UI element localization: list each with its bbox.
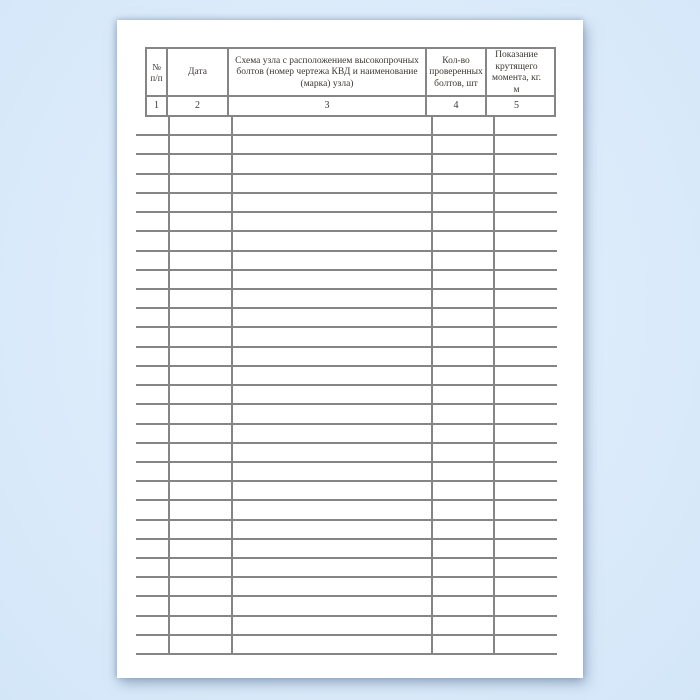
- column-divider: [431, 117, 433, 655]
- header-cell-torque: Показание крутящего момента, кг. м: [492, 50, 541, 95]
- column-divider: [231, 117, 233, 655]
- table-header-row: [145, 47, 556, 97]
- column-number-cell: 2: [168, 97, 229, 115]
- column-divider: [168, 117, 170, 655]
- header-cell-scheme: Схема узла с расположением высокопрочных болтов (номер чертежа КВД и наименование (марка) узла): [229, 49, 427, 97]
- header-cell-date: Дата: [168, 49, 229, 97]
- document-page: [117, 20, 583, 678]
- header-cell-row-number: № п/п: [147, 49, 168, 97]
- column-number-cell: 5: [514, 100, 519, 111]
- column-number-cell: 1: [147, 97, 168, 115]
- column-number-cell: 4: [427, 97, 487, 115]
- table-column-number-row: [145, 97, 556, 117]
- header-cell-bolts-count: Кол-во проверенных болтов, шт: [427, 49, 487, 97]
- column-divider: [493, 117, 495, 655]
- column-number-cell: 3: [229, 97, 427, 115]
